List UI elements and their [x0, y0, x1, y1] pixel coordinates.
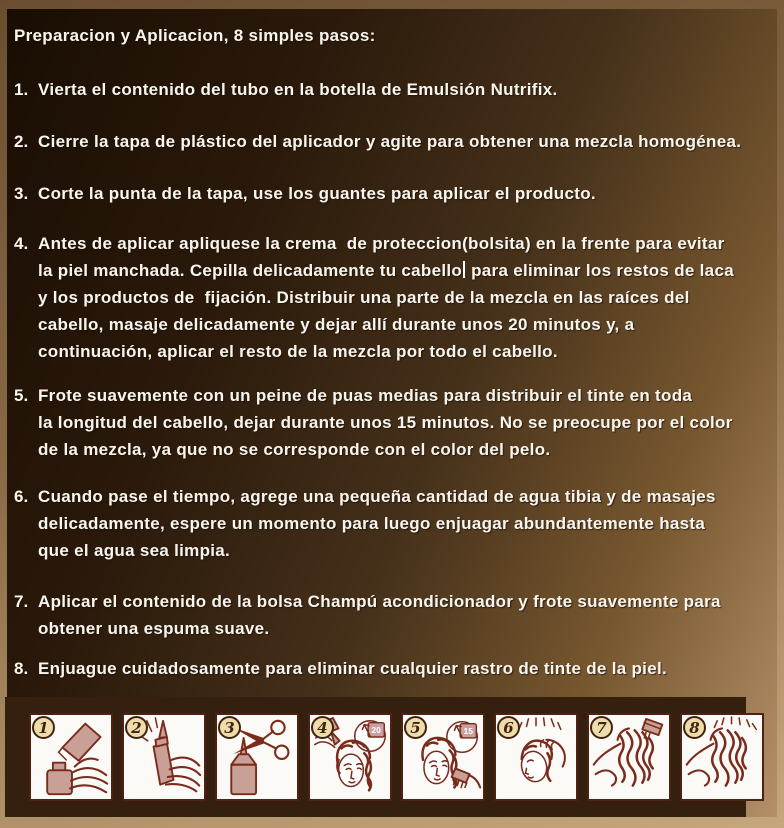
step-panel-6: [494, 713, 578, 801]
panel-number-badge: 5: [404, 716, 427, 739]
step-1: [14, 76, 749, 103]
step-6-line-2: delicadamente, espere un momento para luego enjuagar abundantemente hasta: [38, 514, 706, 533]
step-panel-2: [122, 713, 206, 801]
step-4-line-1: Antes de aplicar apliquese la crema de proteccion(bolsita) en la frente para evitar: [38, 234, 725, 253]
step-panel-7: [587, 713, 671, 801]
doc-title: Preparacion y Aplicacion, 8 simples pasos:: [14, 26, 376, 45]
step-4-line-2b: para eliminar los restos de laca: [466, 261, 734, 280]
step-8-line: Enjuague cuidadosamente para eliminar cualquier rastro de tinte de la piel.: [38, 659, 668, 678]
step-panel-3: [215, 713, 299, 801]
step-4-line-2a: la piel manchada. Cepilla delicadamente tu cabello: [38, 261, 463, 280]
step-5-line-3: de la mezcla, ya que no se corresponde con el color del pelo.: [38, 440, 551, 459]
step-4-text[interactable]: [38, 230, 749, 365]
clock-minutes-15: 15: [463, 726, 474, 737]
step-3-line: Corte la punta de la tapa, use los guantes para aplicar el producto.: [38, 184, 596, 203]
step-6-line-1: Cuando pase el tiempo, agrege una pequeña cantidad de agua tibia y de masajes: [38, 487, 716, 506]
step-panel-4: [308, 713, 392, 801]
step-7-line-2: obtener una espuma suave.: [38, 619, 270, 638]
step-2: [14, 128, 749, 155]
instruction-panels-row: [29, 713, 764, 801]
step-1-number: 1.: [14, 80, 29, 99]
step-7-text: [38, 588, 749, 642]
step-panel-5: [401, 713, 485, 801]
step-4-line-2: [38, 257, 749, 284]
step-2-line: Cierre la tapa de plástico del aplicador y agite para obtener una mezcla homogénea.: [38, 132, 742, 151]
step-2-text: [38, 128, 749, 155]
step-6: [14, 483, 749, 564]
panel-number-badge: 7: [590, 716, 613, 739]
step-7-number: 7.: [14, 592, 29, 611]
step-4: [14, 230, 749, 365]
step-5-text: [38, 382, 749, 463]
step-5-number: 5.: [14, 386, 29, 405]
panel-number-badge: 3: [218, 716, 241, 739]
step-5-line-2: la longitud del cabello, dejar durante unos 15 minutos. No se preocupe por el color: [38, 413, 733, 432]
step-4-line-4: cabello, masaje delicadamente y dejar allí durante unos 20 minutos y, a: [38, 315, 635, 334]
step-3-number: 3.: [14, 184, 29, 203]
step-8: [14, 655, 749, 682]
step-4-line-5: continuación, aplicar el resto de la mezcla por todo el cabello.: [38, 342, 558, 361]
step-5-line-1: Frote suavemente con un peine de puas medias para distribuir el tinte en toda: [38, 386, 693, 405]
step-3: [14, 180, 749, 207]
clock-minutes-20: 20: [371, 725, 381, 736]
step-8-number: 8.: [14, 659, 29, 678]
text-cursor: [463, 261, 465, 278]
document-text-area[interactable]: [7, 9, 777, 817]
step-5: [14, 382, 749, 463]
step-panel-1: [29, 713, 113, 801]
panel-number-badge: 1: [32, 716, 55, 739]
step-3-text: [38, 180, 749, 207]
panel-number-badge: 6: [497, 716, 520, 739]
step-6-number: 6.: [14, 487, 29, 506]
instructions-text: [7, 9, 777, 682]
step-panel-8: [680, 713, 764, 801]
step-6-line-3: que el agua sea limpia.: [38, 541, 231, 560]
step-7: [14, 588, 749, 642]
panel-number-badge: 8: [683, 716, 706, 739]
step-2-number: 2.: [14, 132, 29, 151]
step-1-line: Vierta el contenido del tubo en la botella de Emulsión Nutrifix.: [38, 80, 558, 99]
step-8-text: [38, 655, 749, 682]
step-1-text: [38, 76, 749, 103]
step-7-line-1: Aplicar el contenido de la bolsa Champú acondicionador y frote suavemente para: [38, 592, 721, 611]
panel-number-badge: 4: [311, 716, 334, 739]
step-4-line-3: y los productos de fijación. Distribuir una parte de la mezcla en las raíces del: [38, 288, 690, 307]
panel-number-badge: 2: [125, 716, 148, 739]
step-6-text: [38, 483, 749, 564]
step-4-number: 4.: [14, 234, 29, 253]
